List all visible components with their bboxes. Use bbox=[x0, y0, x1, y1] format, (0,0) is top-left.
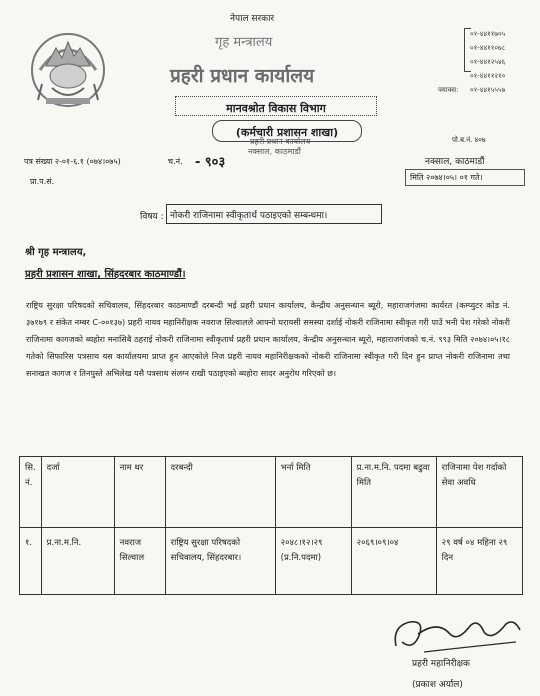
header-promotion-date: प्र.ना.म.नि. पदमा बढुवा मिति bbox=[351, 457, 436, 528]
fax-label: फ्याक्स: bbox=[438, 86, 459, 94]
department-box bbox=[175, 96, 377, 116]
dispatch-number-value: - ९०३ bbox=[195, 155, 226, 170]
incoming-number-label: प्रा.प.सं. bbox=[30, 177, 55, 186]
signatory-name: (प्रकाश अर्याल) bbox=[412, 680, 463, 690]
office-place: नक्साल, काठमाडौं bbox=[425, 157, 485, 167]
reference-number: पत्र संख्या २-०१-६.१ (०७४।०७५) bbox=[24, 157, 121, 166]
cell-serial: १. bbox=[20, 528, 42, 595]
addressee-line-2: प्रहरी प्रशासन शाखा, सिंहदरबार काठमाण्डौं। bbox=[25, 269, 186, 280]
cell-promotion-date: २०६९।०९।०४ bbox=[351, 528, 436, 595]
handwritten-signature bbox=[388, 612, 528, 658]
header-name: नाम थर bbox=[114, 457, 165, 528]
letter-date: मिति २०७४।०५। ०१ गते। bbox=[410, 173, 483, 182]
fax-number: ०१-४४१५५५७ bbox=[470, 86, 506, 94]
table-header-row bbox=[20, 457, 523, 528]
nepal-emblem-icon bbox=[26, 26, 110, 110]
details-table bbox=[19, 456, 523, 595]
stamp-place-text: नक्साल, काठमाडौं bbox=[248, 147, 301, 156]
body-paragraph: राष्ट्रिय सुरक्षा परिषदको सचिवालय, सिंहदरबार काठमाण्डौं दरबन्दी भई प्रहरी प्रधान कार्यालय, केन्द्रीय अनुसन्धान ब्यूरो, महाराजगंजमा कार्यरत (कम्प्युटर कोड नं. ३७१७९ र संकेत नम्बर C-००१३७) प्रहरी नायव महानिरीक्षक नवराज सिल्वालले आफ्नो घरायसी समस्या दर्शाई नोकरी राजिनामा स्वीकृत गरी पाउँ भनी पेश गरेको नोकरी राजिनामा कागजको ब्यहोरा मनासिबै ठहराई नोकरी राजिनामा स्वीकृतार्थ प्रहरी प्रधान कार्यालय, केन्द्रीय अनुसन्धान ब्यूरो, महाराजगंजको च.नं. ९९३ मिति २०७४।०५।१८ गतेको सिफारिस पत्रसाथ यस कार्यालयमा प्राप्त हुन आएकोले निज प्रहरी नायव महानिरीक्षकको नोकरी राजिनामा स्वीकृत गरी दिन हुन प्राप्त नोकरी राजिनामा तथा सनाखत कागज र तिनपुस्ते अभिलेख यसै पत्रसाथ संलग्न राखी पठाइएको ब्यहोरा सादर अनुरोध गरिएको छ। bbox=[26, 300, 510, 379]
dispatch-number-label: च.नं. bbox=[168, 157, 183, 166]
header-service-period: राजिनामा पेश गर्दाको सेवा अवधि bbox=[436, 457, 522, 528]
government-label: नेपाल सरकार bbox=[230, 14, 275, 24]
header-joining-date: भर्ना मिति bbox=[275, 457, 351, 528]
stamp-office-text: प्रहरी प्रधान कार्यालय bbox=[250, 137, 311, 146]
cell-name: नवराज सिल्वाल bbox=[114, 528, 165, 595]
signatory-title: प्रहरी महानिरीक्षक bbox=[412, 659, 470, 669]
header-post: दरबन्दी bbox=[165, 457, 275, 528]
cell-rank: प्र.ना.म.नि. bbox=[41, 528, 114, 595]
cell-service-period: २९ वर्ष ०४ महिना २९ दिन bbox=[436, 528, 522, 595]
cell-post: राष्ट्रिय सुरक्षा परिषदको सचिवालय, सिंहदरबार। bbox=[165, 528, 275, 595]
subject-label: विषय : bbox=[140, 212, 164, 222]
phone-number: ०१-४४११७०५ bbox=[470, 30, 506, 38]
office-title: प्रहरी प्रधान कार्यालय bbox=[170, 65, 315, 87]
post-box-number: पो.ब.नं. ४०७ bbox=[452, 136, 486, 144]
addressee-line-1: श्री गृह मन्त्रालय, bbox=[25, 247, 87, 258]
subject-text: नोकरी राजिनामा स्वीकृतार्थ पठाइएको सम्बन्धमा। bbox=[170, 211, 328, 221]
header-serial: सि. नं. bbox=[20, 457, 42, 528]
department-label: मानवश्रोत विकास विभाग bbox=[226, 102, 326, 115]
ministry-label: गृह मन्त्रालय bbox=[215, 35, 273, 50]
cell-joining-date: २०४८।१२।२९ (प्र.नि.पदमा) bbox=[275, 528, 351, 595]
phone-number: ०१-४४११०७८ bbox=[470, 44, 506, 52]
phone-number: ०१-४४१२५४६ bbox=[470, 58, 506, 66]
header-rank: दर्जा bbox=[41, 457, 114, 528]
section-label: (कर्मचारी प्रशासन शाखा) bbox=[235, 126, 339, 139]
phone-number: ०१-४४११२१० bbox=[470, 72, 506, 80]
table-row bbox=[20, 528, 523, 595]
